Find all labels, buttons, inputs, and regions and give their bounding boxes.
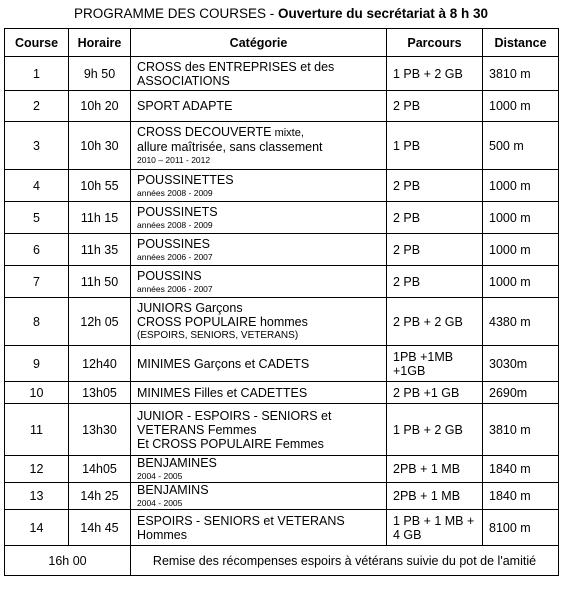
course-distance: 1000 m <box>483 170 559 202</box>
col-header-distance: Distance <box>483 29 559 57</box>
course-time: 9h 50 <box>69 57 131 91</box>
category-line-suffix: mixte, <box>271 127 304 139</box>
course-parcours: 1 PB + 2 GB <box>387 404 483 456</box>
course-category <box>131 234 387 266</box>
course-number: 2 <box>5 91 69 122</box>
category-line: CROSS POPULAIRE hommes <box>137 315 308 329</box>
course-distance: 1000 m <box>483 91 559 122</box>
col-header-parcours: Parcours <box>387 29 483 57</box>
course-distance: 3810 m <box>483 404 559 456</box>
table-row <box>5 382 559 404</box>
course-parcours: 1 PB <box>387 122 483 170</box>
course-time: 10h 30 <box>69 122 131 170</box>
category-line: POUSSINETS <box>137 204 218 219</box>
category-line: CROSS des ENTREPRISES et des ASSOCIATIONS <box>137 59 335 88</box>
course-number: 5 <box>5 202 69 234</box>
category-line: SPORT ADAPTE <box>137 99 233 113</box>
course-parcours: 2 PB <box>387 202 483 234</box>
table-row <box>5 483 559 510</box>
category-years: années 2006 - 2007 <box>137 251 213 262</box>
course-distance: 8100 m <box>483 510 559 546</box>
course-time: 12h 05 <box>69 298 131 346</box>
course-number: 8 <box>5 298 69 346</box>
course-distance: 500 m <box>483 122 559 170</box>
category-line: MINIMES Garçons et CADETS <box>137 356 310 371</box>
course-parcours: 2PB + 1 MB <box>387 456 483 483</box>
course-distance: 1840 m <box>483 456 559 483</box>
category-line: POUSSINETTES <box>137 172 234 187</box>
course-distance: 1840 m <box>483 483 559 510</box>
programme-title-lead: PROGRAMME DES COURSES - <box>73 6 278 21</box>
category-line: POUSSINS <box>137 268 202 283</box>
course-parcours: 2 PB <box>387 170 483 202</box>
table-row <box>5 404 559 456</box>
course-number: 11 <box>5 404 69 456</box>
category-years: années 2008 - 2009 <box>137 187 213 198</box>
course-distance: 3030m <box>483 346 559 382</box>
course-parcours: 2PB + 1 MB <box>387 483 483 510</box>
col-header-horaire: Horaire <box>69 29 131 57</box>
course-time: 10h 55 <box>69 170 131 202</box>
category-line: JUNIORS Garçons <box>137 301 243 315</box>
course-number: 14 <box>5 510 69 546</box>
table-row <box>5 234 559 266</box>
course-category <box>131 202 387 234</box>
course-parcours: 2 PB <box>387 91 483 122</box>
course-number: 6 <box>5 234 69 266</box>
category-years: 2004 - 2005 <box>137 498 183 508</box>
course-distance: 1000 m <box>483 234 559 266</box>
footer-text: Remise des récompenses espoirs à vétérans suivie du pot de l'amitié <box>131 546 559 576</box>
course-category <box>131 404 387 456</box>
table-row <box>5 170 559 202</box>
course-parcours: 2 PB +1 GB <box>387 382 483 404</box>
course-category <box>131 91 387 122</box>
category-line: VETERANS Femmes <box>137 422 257 437</box>
secretariat-opening: Ouverture du secrétariat à 8 h 30 <box>277 6 489 21</box>
category-line <box>137 125 380 140</box>
course-time: 14h05 <box>69 456 131 483</box>
course-number: 7 <box>5 266 69 298</box>
course-category <box>131 483 387 510</box>
table-row <box>5 346 559 382</box>
footer-row <box>5 546 559 576</box>
category-years: 2010 – 2011 - 2012 <box>137 155 211 165</box>
course-number: 10 <box>5 382 69 404</box>
course-time: 14h 25 <box>69 483 131 510</box>
category-line: Hommes <box>137 527 188 542</box>
course-time: 11h 15 <box>69 202 131 234</box>
course-parcours: 1 PB + 2 GB <box>387 57 483 91</box>
course-parcours: 2 PB <box>387 234 483 266</box>
table-row <box>5 266 559 298</box>
course-parcours: 1 PB + 1 MB + 4 GB <box>387 510 483 546</box>
course-category <box>131 57 387 91</box>
course-category <box>131 346 387 382</box>
course-category <box>131 298 387 346</box>
course-parcours: 2 PB <box>387 266 483 298</box>
table-row <box>5 298 559 346</box>
table-row <box>5 57 559 91</box>
course-number: 9 <box>5 346 69 382</box>
table-row <box>5 91 559 122</box>
course-parcours: 1PB +1MB +1GB <box>387 346 483 382</box>
category-years: années 2008 - 2009 <box>137 219 213 230</box>
category-years: (ESPOIRS, SENIORS, VETERANS) <box>137 330 299 341</box>
course-category <box>131 266 387 298</box>
course-category <box>131 382 387 404</box>
category-line: allure maîtrisée, sans classement <box>137 140 323 154</box>
category-line: JUNIOR - ESPOIRS - SENIORS et <box>137 408 332 423</box>
course-distance: 1000 m <box>483 202 559 234</box>
course-time: 12h40 <box>69 346 131 382</box>
course-parcours: 2 PB + 2 GB <box>387 298 483 346</box>
category-line: BENJAMINS <box>137 483 209 497</box>
table-row <box>5 510 559 546</box>
course-number: 3 <box>5 122 69 170</box>
footer-time: 16h 00 <box>5 546 131 576</box>
category-years: années 2006 - 2007 <box>137 283 213 294</box>
category-line: POUSSINES <box>137 236 210 251</box>
course-distance: 4380 m <box>483 298 559 346</box>
category-line-main: CROSS DECOUVERTE <box>137 125 272 139</box>
course-time: 11h 50 <box>69 266 131 298</box>
course-category <box>131 170 387 202</box>
course-time: 11h 35 <box>69 234 131 266</box>
header-row <box>5 29 559 57</box>
programme-title <box>4 0 558 28</box>
course-time: 14h 45 <box>69 510 131 546</box>
course-category <box>131 456 387 483</box>
category-line: Et CROSS POPULAIRE Femmes <box>137 436 324 451</box>
course-number: 4 <box>5 170 69 202</box>
course-time: 10h 20 <box>69 91 131 122</box>
course-category <box>131 510 387 546</box>
course-number: 13 <box>5 483 69 510</box>
programme-table <box>4 28 559 576</box>
category-line: BENJAMINES <box>137 456 217 470</box>
col-header-course: Course <box>5 29 69 57</box>
course-number: 12 <box>5 456 69 483</box>
course-distance: 1000 m <box>483 266 559 298</box>
course-time: 13h05 <box>69 382 131 404</box>
category-line: MINIMES Filles et CADETTES <box>137 385 308 400</box>
course-number: 1 <box>5 57 69 91</box>
table-row <box>5 202 559 234</box>
table-row <box>5 456 559 483</box>
course-time: 13h30 <box>69 404 131 456</box>
course-category <box>131 122 387 170</box>
course-distance: 2690m <box>483 382 559 404</box>
table-row <box>5 122 559 170</box>
category-years: 2004 - 2005 <box>137 471 183 481</box>
course-distance: 3810 m <box>483 57 559 91</box>
col-header-categorie: Catégorie <box>131 29 387 57</box>
category-line: ESPOIRS - SENIORS et VETERANS <box>137 513 345 528</box>
